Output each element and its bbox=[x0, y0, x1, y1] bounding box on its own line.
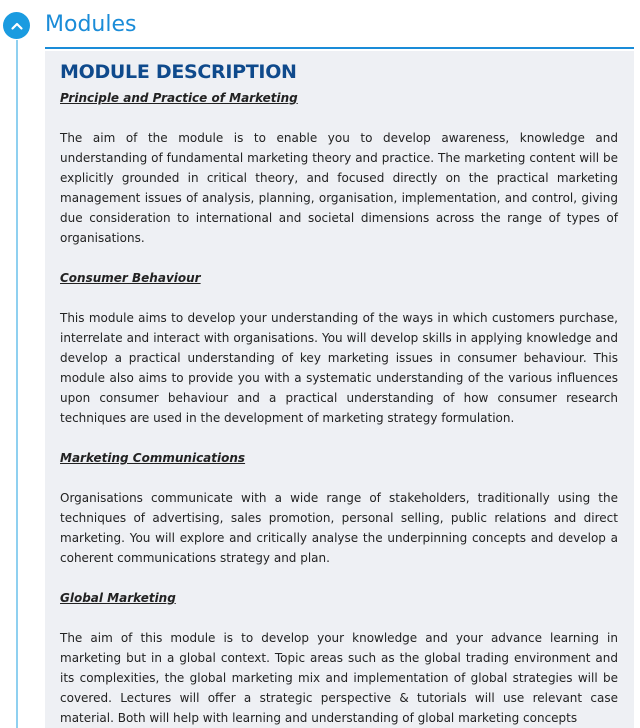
section-title[interactable]: Modules bbox=[45, 12, 137, 37]
module-title: Global Marketing bbox=[60, 591, 176, 605]
title-divider bbox=[45, 47, 634, 49]
collapse-toggle-button[interactable] bbox=[3, 12, 30, 39]
module-description-heading: MODULE DESCRIPTION bbox=[60, 61, 297, 83]
chevron-up-icon bbox=[10, 19, 24, 33]
module-text: This module aims to develop your understanding of the ways in which customers purchase, interrelate and interact with organisations. You will develop skills in applying knowledge and develop a practical understanding of key marketing issues in consumer behaviour. This module also aims to provide you with a systematic understanding of the various influences upon consumer behaviour and a practical understanding of how consumer research techniques are used in the development of marketing strategy formulation. bbox=[60, 311, 618, 425]
module-description-panel bbox=[45, 51, 634, 728]
module-text: The aim of this module is to develop your knowledge and your advance learning in marketing but in a global context. Topic areas such as the global trading environment and its complexities, the global marketing mix and implementation of global strategies will be covered. Lectures will offer a strategic perspective & tutorials will use relevant case material. Both will help with learning and understanding of global marketing concepts bbox=[60, 631, 618, 725]
module-title: Consumer Behaviour bbox=[60, 271, 201, 285]
module-text: Organisations communicate with a wide range of stakeholders, traditionally using the techniques of advertising, sales promotion, personal selling, public relations and direct marketing. You will explore and critically analyse the underpinning concepts and develop a coherent communications strategy and plan. bbox=[60, 491, 618, 565]
module-item bbox=[60, 268, 618, 428]
timeline-line bbox=[16, 40, 18, 728]
module-item bbox=[60, 588, 618, 728]
module-item bbox=[60, 448, 618, 568]
module-title: Principle and Practice of Marketing bbox=[60, 91, 298, 105]
module-item bbox=[60, 88, 618, 248]
module-title: Marketing Communications bbox=[60, 451, 246, 465]
module-text: The aim of the module is to enable you to develop awareness, knowledge and understanding of fundamental marketing theory and practice. The marketing content will be explicitly grounded in critical theory, and focused directly on the practical marketing management issues of analysis, planning, organisation, implementation, and control, giving due consideration to international and societal dimensions across the range of types of organisations. bbox=[60, 131, 618, 245]
